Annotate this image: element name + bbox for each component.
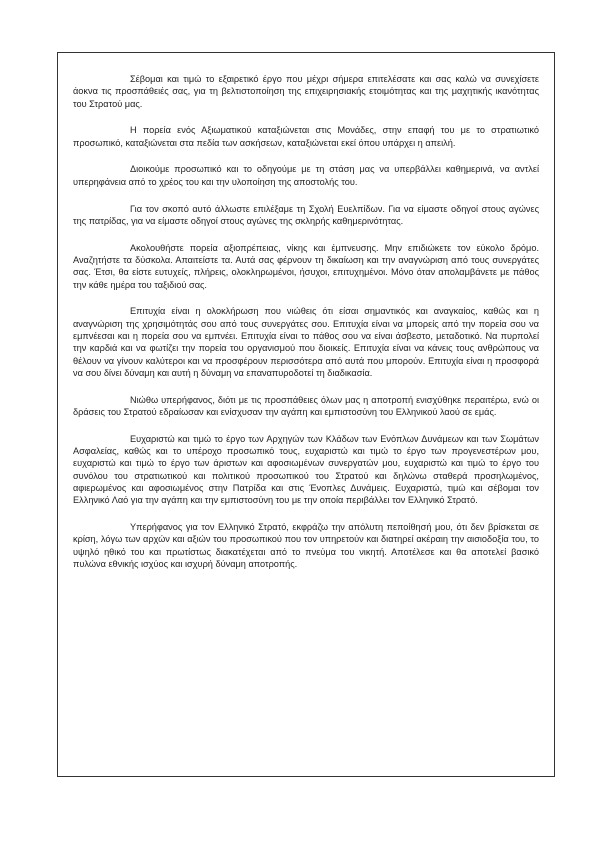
paragraph-3: Διοικούμε προσωπικό και το οδηγούμε με τη στάση μας να υπερβάλλει καθημερινά, να αντλεί υπερηφάνεια από το χρέος του και την υλοποίηση της αποστολής του. — [73, 164, 539, 187]
paragraph-2: Η πορεία ενός Αξιωματικού καταξιώνεται στις Μονάδες, στην επαφή του με το στρατιωτικό προσωπικό, καταξιώνεται στα πεδία των ασκήσεων, καταξιώνεται εκεί όπου υπάρχει η απειλή. — [73, 125, 539, 148]
paragraph-5: Ακολουθήστε πορεία αξιοπρέπειας, νίκης και έμπνευσης. Μην επιδιώκετε τον εύκολο δρόμο. Αναζητήστε τα δύσκολα. Απαιτείστε τα. Αυτά σας φέρνουν τη δικαίωση και την αναγνώριση από τους συνεργάτες σας. Έτσι, θα είστε ευτυχείς, πλήρεις, ολοκληρωμένοι, ήσυχοι, επιτυχημένοι. Μόνο όταν απολαμβάνετε με πάθος την κάθε ημέρα του ταξιδιού σας. — [73, 242, 539, 290]
paragraph-7: Νιώθω υπερήφανος, διότι με τις προσπάθειες όλων μας η αποτροπή ενισχύθηκε περαιτέρω, ενώ οι δράσεις του Στρατού εδραίωσαν και ενίσχυσαν την αγάπη και εμπιστοσύνη του Ελληνικού λαού σε εμάς. — [73, 394, 539, 417]
paragraph-6: Επιτυχία είναι η ολοκλήρωση που νιώθεις ότι είσαι σημαντικός και αναγκαίος, καθώς και η αναγνώριση της χρησιμότητάς σου από τους συνεργάτες σου. Επιτυχία είναι να μπορείς από την πορεία σου να εμπνέεσαι και η πορεία σου να εμπνέει. Επιτυχία είναι το πάθος σου να είναι άσβεστο, μεταδοτικό. Να πυρπολεί την καρδιά και να φωτίζει την πορεία του οργανισμού που διοικείς. Επιτυχία είναι να κάνεις τους ανθρώπους να θέλουν να γίνουν καλύτεροι και να προσφέρουν περισσότερα από αυτά που μπορούν. Επιτυχία είναι η προσφορά να σου δίνει δύναμη και αυτή η δύναμη να επαναπυροδοτεί τη διαδικασία. — [73, 306, 539, 378]
paragraph-9: Υπερήφανος για τον Ελληνικό Στρατό, εκφράζω την απόλυτη πεποίθησή μου, ότι δεν βρίσκεται σε κρίση, λόγω των αρχών και αξιών του προσωπικού που τον υπηρετούν και διατηρεί ακέραιη την αισιοδοξία του, το υψηλό ηθικό του και πρωτίστως διακατέχεται από το πνεύμα του νικητή. Αποτέλεσε και θα αποτελεί βασικό πυλώνα εθνικής ισχύος και ισχυρή δύναμη αποτροπής. — [73, 522, 539, 569]
page-border-frame — [57, 52, 555, 777]
paragraph-1: Σέβομαι και τιμώ το εξαιρετικό έργο που μέχρι σήμερα επιτελέσατε και σας καλώ να συνεχίσετε άοκνα τις προσπάθειές σας, για τη βελτιστοποίηση της επιχειρησιακής ετοιμότητας και της μαχητικής ικανότητας του Στρατού μας. — [73, 74, 539, 109]
paragraph-8: Ευχαριστώ και τιμώ το έργο των Αρχηγών των Κλάδων των Ενόπλων Δυνάμεων και των Σωμάτων Ασφαλείας, καθώς και το υπέροχο προσωπικό τους, ευχαριστώ και τιμώ το έργο των προγενεστέρων μου, ευχαριστώ και τιμώ το έργο των άριστων και αφοσιωμένων συνεργατών μου, ευχαριστώ και τιμώ το έργο του συνόλου του στρατιωτικού και πολιτικού προσωπικού του Στρατού και δηλώνω σταθερά προσηλωμένος, αφιερωμένος και αφοσιωμένος στην Πατρίδα και στις Ένοπλες Δυνάμεις. Ευχαριστώ, τιμώ και σέβομαι τον Ελληνικό Λαό για την αγάπη και την εμπιστοσύνη του με την οποία περιβάλλει τον Ελληνικό Στρατό. — [73, 433, 539, 506]
paragraph-4: Για τον σκοπό αυτό άλλωστε επιλέξαμε τη Σχολή Ευελπίδων. Για να είμαστε οδηγοί στους αγώνες της πατρίδας, για να είμαστε οδηγοί στους αγώνες της σκληρής καθημερινότητας. — [73, 203, 539, 226]
